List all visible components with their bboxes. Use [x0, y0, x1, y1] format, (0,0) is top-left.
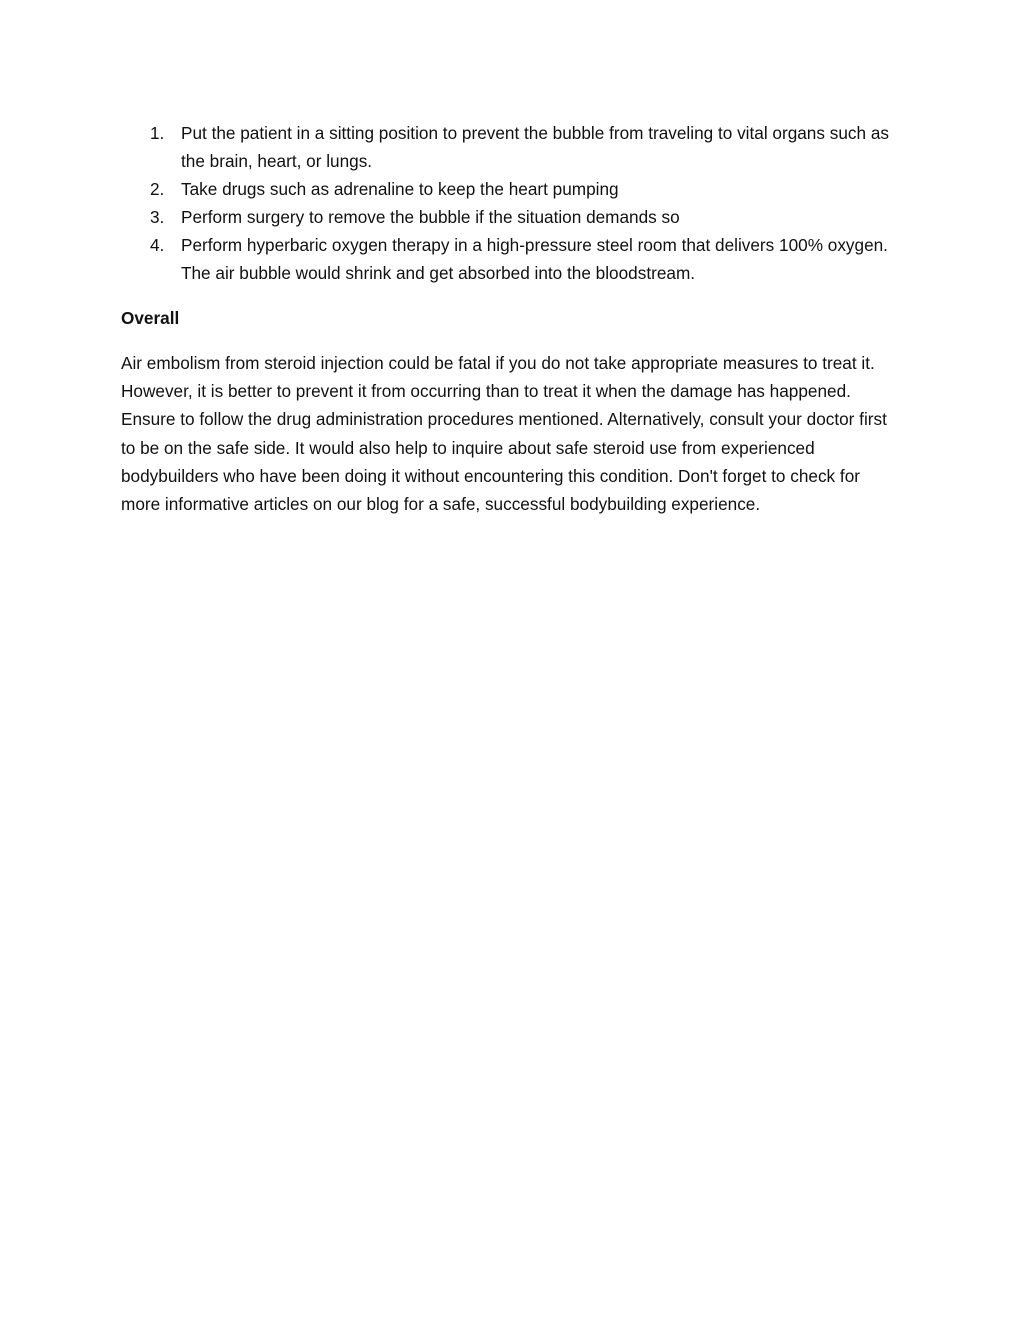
list-item-text: Perform surgery to remove the bubble if the situation demands so	[181, 207, 680, 227]
list-item-number: 1.	[150, 123, 165, 143]
list-item-text: Take drugs such as adrenaline to keep the heart pumping	[181, 179, 619, 199]
list-item-number: 2.	[150, 179, 165, 199]
list-item-number: 3.	[150, 207, 165, 227]
list-item-text: Perform hyperbaric oxygen therapy in a high-pressure steel room that delivers 100% oxygen. The air bubble would shrink and get absorbed into the bloodstream.	[181, 235, 888, 283]
list-item	[121, 231, 901, 287]
list-item-number: 4.	[150, 235, 165, 255]
list-item	[121, 203, 901, 231]
list-item-text: Put the patient in a sitting position to prevent the bubble from traveling to vital organs such as the brain, heart, or lungs.	[181, 123, 889, 171]
page-content	[121, 119, 901, 518]
list-item	[121, 175, 901, 203]
section-paragraph: Air embolism from steroid injection could be fatal if you do not take appropriate measures to treat it. However, it is better to prevent it from occurring than to treat it when the damage has happened. Ensure to follow the drug administration procedures mentioned. Alternatively, consult your doctor first to be on the safe side. It would also help to inquire about safe steroid use from experienced bodybuilders who have been doing it without encountering this condition. Don't forget to check for more informative articles on our blog for a safe, successful bodybuilding experience.	[121, 353, 887, 515]
section-heading: Overall	[121, 308, 180, 328]
list-item	[121, 119, 901, 175]
treatment-steps-list	[121, 119, 901, 287]
